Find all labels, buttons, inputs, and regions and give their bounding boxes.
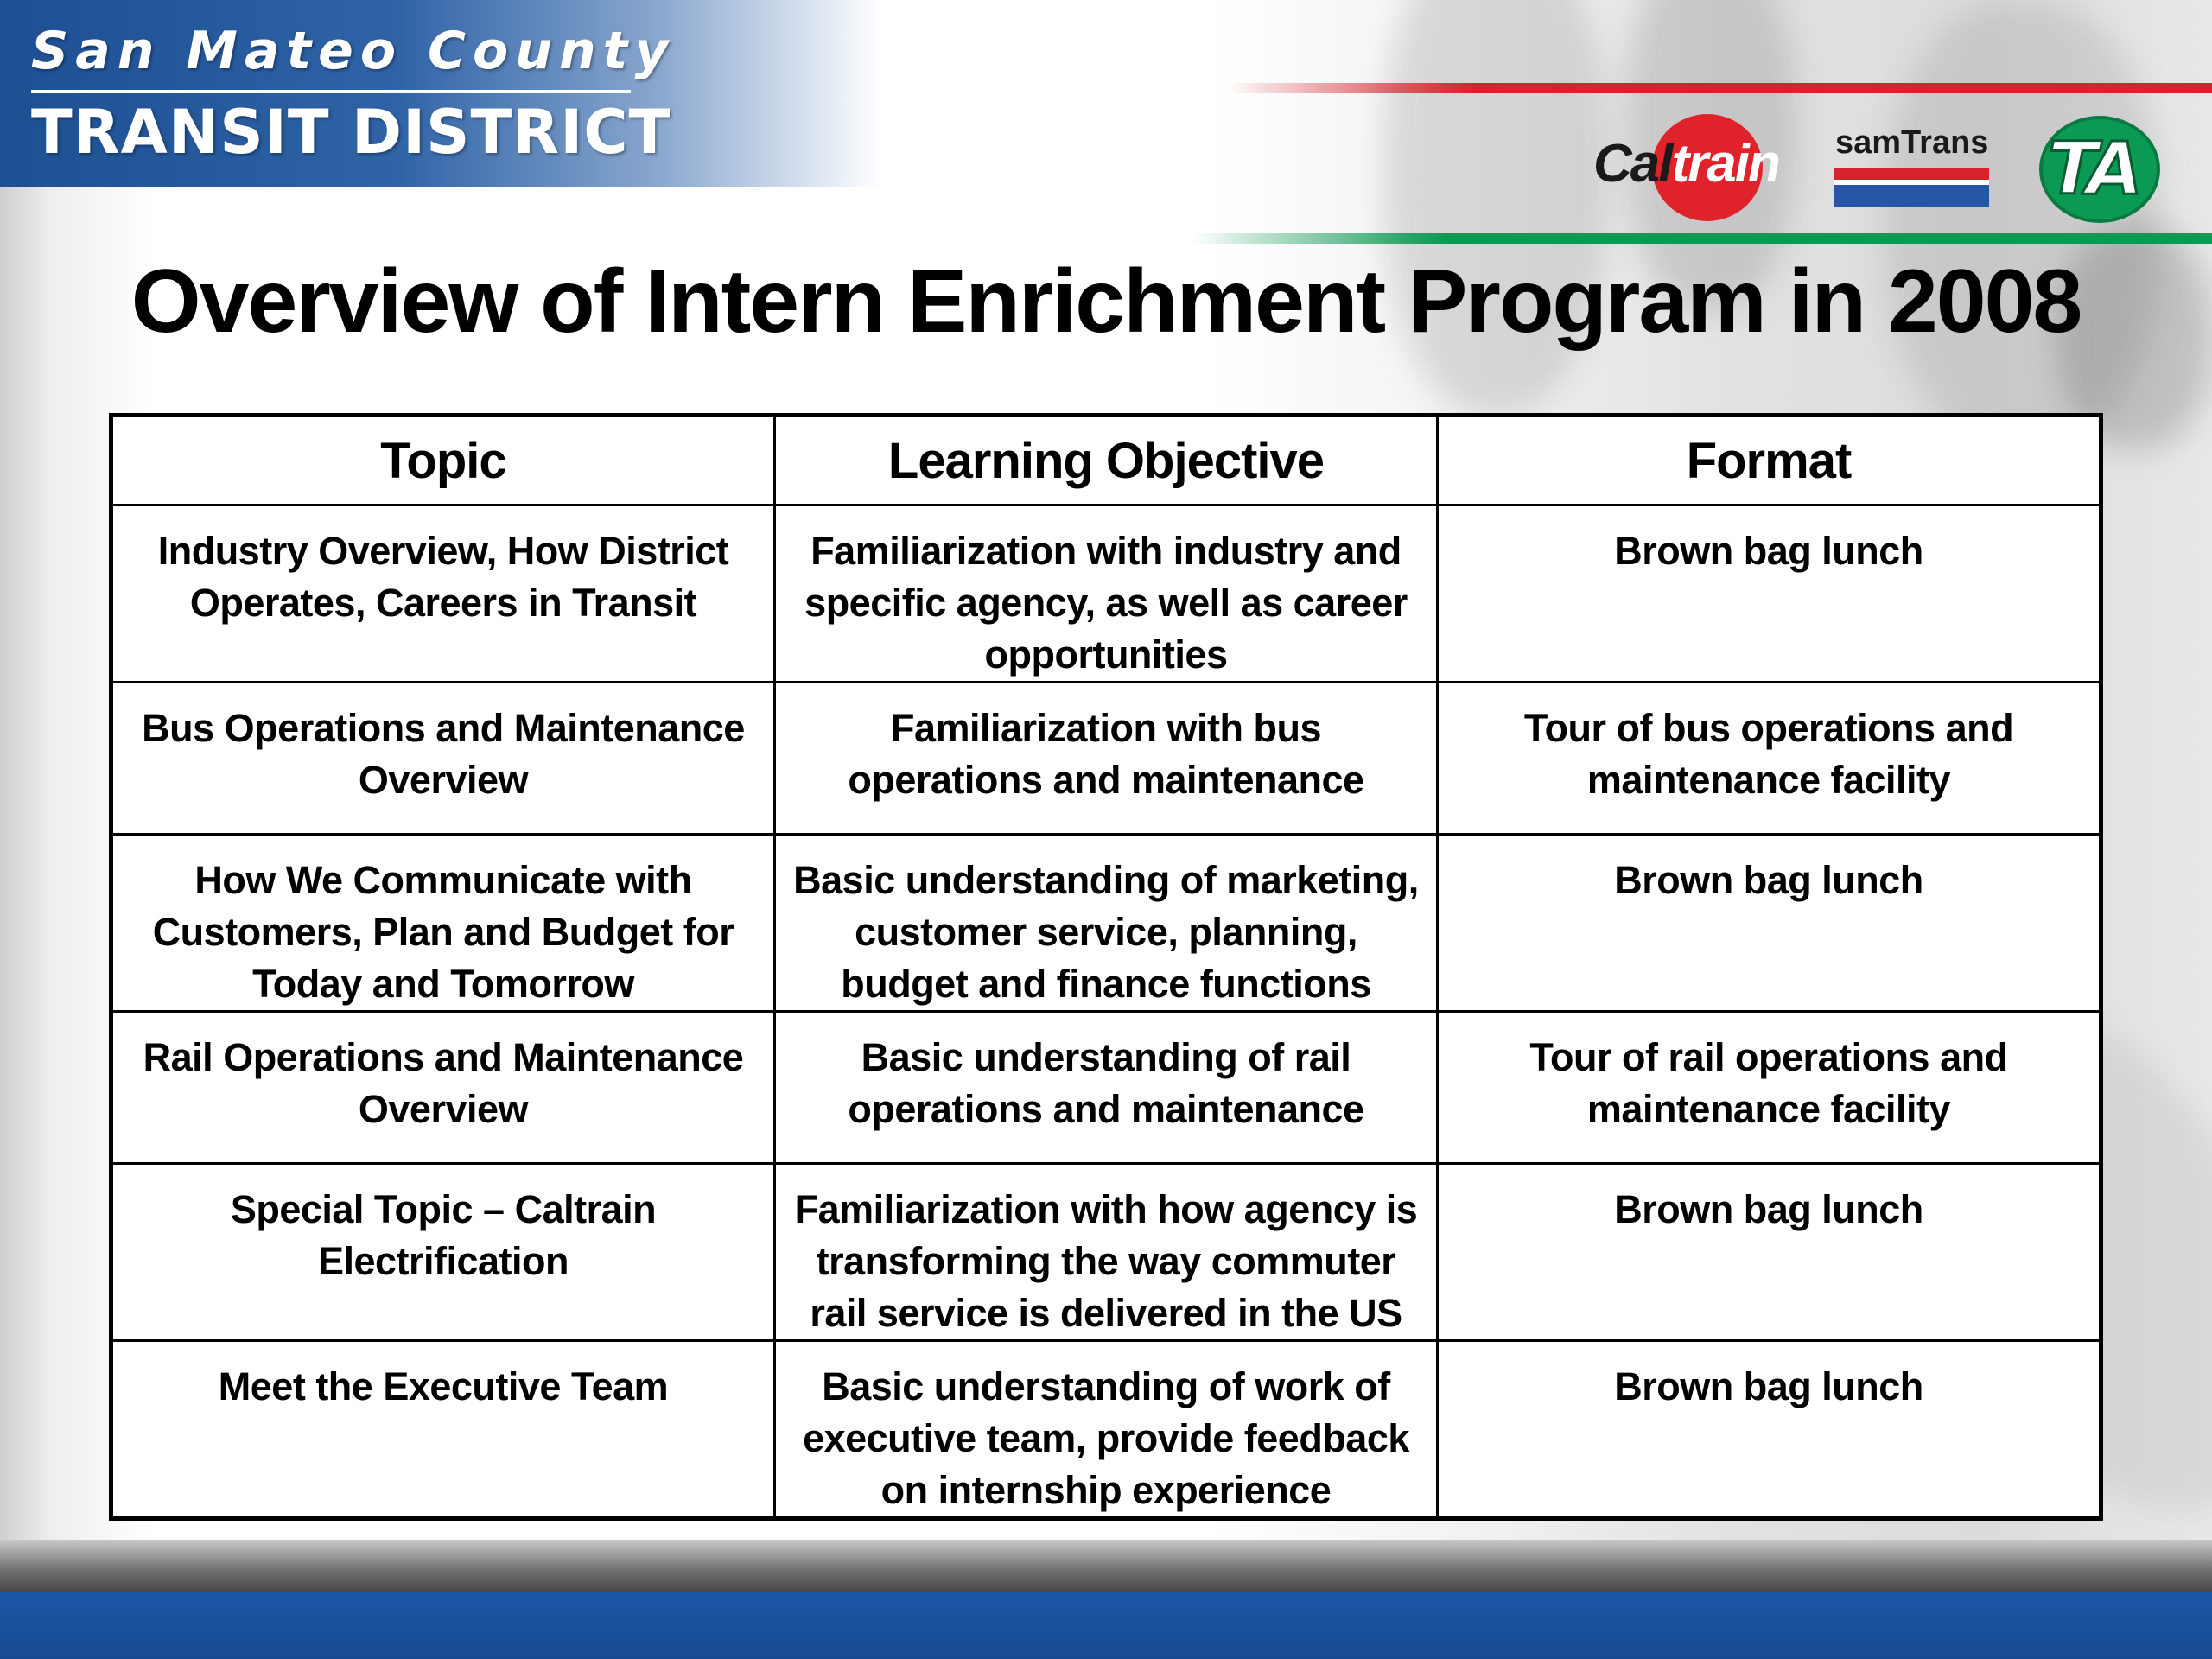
cell-format: Brown bag lunch [1438, 505, 2101, 683]
table-row [111, 1164, 2101, 1341]
cell-objective: Familiarization with industry and specific agency, as well as career opportunities [774, 505, 1437, 683]
accent-line-red [1227, 83, 2212, 93]
cell-topic: How We Communicate with Customers, Plan and Budget for Today and Tomorrow [111, 835, 775, 1012]
column-header-learning-objective: Learning Objective [774, 416, 1437, 505]
footer-grey-bar [0, 1540, 2212, 1592]
brand-divider [31, 90, 631, 93]
table-row [111, 1012, 2101, 1164]
table-row [111, 1341, 2101, 1519]
cell-objective: Basic understanding of rail operations and maintenance [774, 1012, 1437, 1164]
cell-topic: Bus Operations and Maintenance Overview [111, 683, 775, 835]
brand-name-line-1: San Mateo County [31, 21, 676, 81]
cell-topic: Industry Overview, How District Operates, Careers in Transit [111, 505, 775, 683]
cell-topic: Special Topic – Caltrain Electrification [111, 1164, 775, 1341]
caltrain-logo-word [1593, 133, 1779, 194]
table-row [111, 683, 2101, 835]
table-row [111, 505, 2101, 683]
cell-format: Tour of rail operations and maintenance facility [1438, 1012, 2101, 1164]
ta-logo [2036, 116, 2167, 223]
header-banner [0, 0, 881, 187]
column-header-topic: Topic [111, 416, 775, 505]
samtrans-stripe-blue [1834, 185, 1989, 207]
samtrans-logo-word: samTrans [1835, 124, 1989, 161]
samtrans-logo [1834, 124, 1991, 211]
program-table [109, 413, 2103, 1521]
cell-format: Brown bag lunch [1438, 835, 2101, 1012]
page-title: Overview of Intern Enrichment Program in 2008 [130, 251, 2082, 352]
ta-logo-text: TA [2048, 126, 2138, 211]
caltrain-logo-part-2: train [1671, 134, 1779, 194]
cell-format: Brown bag lunch [1438, 1164, 2101, 1341]
caltrain-logo [1586, 114, 1811, 221]
cell-format: Brown bag lunch [1438, 1341, 2101, 1519]
table-header-row [111, 416, 2101, 505]
samtrans-stripe-red [1834, 168, 1989, 180]
accent-line-green [1192, 233, 2212, 244]
cell-objective: Basic understanding of marketing, customer service, planning, budget and finance functions [774, 835, 1437, 1012]
cell-format: Tour of bus operations and maintenance facility [1438, 683, 2101, 835]
cell-topic: Meet the Executive Team [111, 1341, 775, 1519]
table-row [111, 835, 2101, 1012]
cell-objective: Basic understanding of work of executive team, provide feedback on internship experience [774, 1341, 1437, 1519]
cell-topic: Rail Operations and Maintenance Overview [111, 1012, 775, 1164]
cell-objective: Familiarization with bus operations and maintenance [774, 683, 1437, 835]
caltrain-logo-part-1: Cal [1593, 134, 1672, 194]
column-header-format: Format [1438, 416, 2101, 505]
cell-objective: Familiarization with how agency is transforming the way commuter rail service is delivered in the US [774, 1164, 1437, 1341]
footer-blue-bar [0, 1592, 2212, 1659]
brand-name-line-2: TRANSIT DISTRICT [31, 97, 671, 168]
